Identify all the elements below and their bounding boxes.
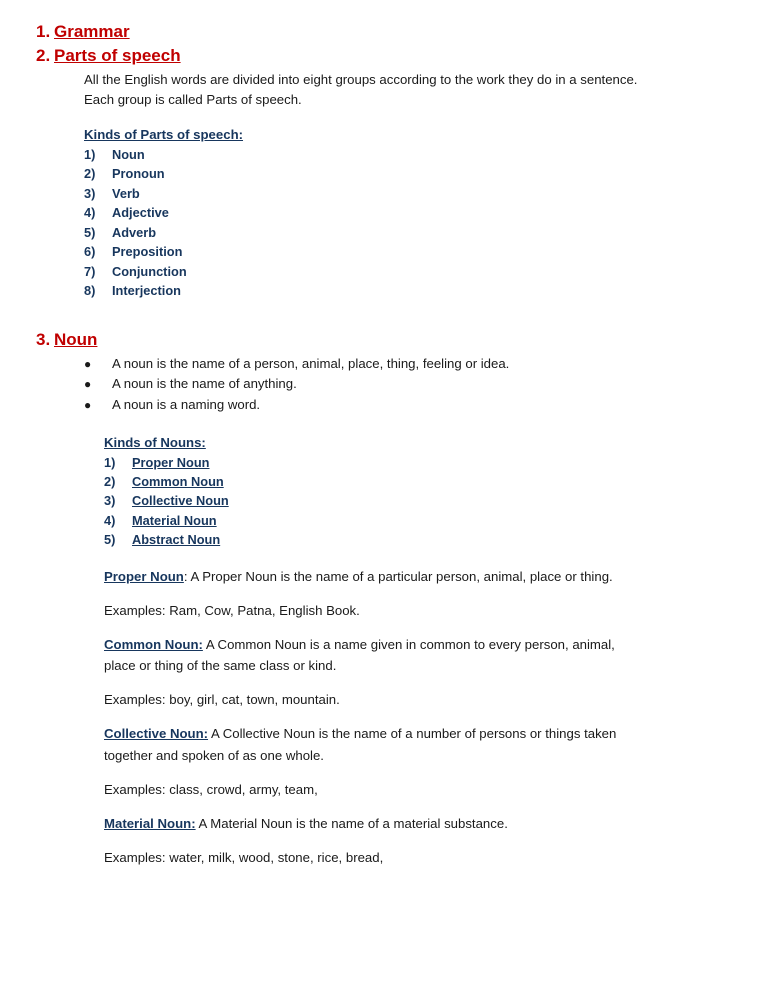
spacer <box>28 766 705 779</box>
definition-body: A Material Noun is the name of a material substance. <box>195 815 508 831</box>
section-number: 3. <box>36 330 51 350</box>
spacer <box>28 676 705 689</box>
list-item-label: Common Noun <box>132 474 224 490</box>
list-item-label: Adjective <box>112 205 169 221</box>
examples-common-noun: Examples: boy, girl, cat, town, mountain. <box>104 692 340 708</box>
list-item-label: Abstract Noun <box>132 532 221 548</box>
spacer <box>28 710 705 723</box>
list-item <box>104 453 705 472</box>
definition-term: Proper Noun <box>104 568 184 584</box>
spacer <box>28 587 705 600</box>
list-item <box>84 203 705 222</box>
section-title: Grammar <box>54 22 130 41</box>
list-marker: 3) <box>104 493 116 509</box>
noun-definition-bullets <box>28 354 705 414</box>
spacer <box>28 415 705 435</box>
list-item <box>84 395 705 415</box>
kinds-of-nouns-label: Kinds of Nouns: <box>104 434 206 450</box>
list-item-label: Proper Noun <box>132 454 210 470</box>
list-marker: 4) <box>84 205 96 221</box>
list-marker: 4) <box>104 512 116 528</box>
list-item <box>104 472 705 491</box>
list-item-label: Noun <box>112 146 145 162</box>
definition-body: A Common Noun is a name given in common to every person, animal, place or thing of the same class or kind. <box>104 637 615 674</box>
list-item <box>84 262 705 281</box>
spacer <box>28 111 705 127</box>
definition-proper-noun <box>28 566 705 587</box>
list-item-label: Interjection <box>112 282 181 298</box>
section-number: 2. <box>36 46 51 65</box>
list-item-label: Conjunction <box>112 263 187 279</box>
list-item <box>84 223 705 242</box>
section-heading-noun <box>28 330 705 350</box>
list-marker: 2) <box>104 474 116 490</box>
definition-term: Common Noun: <box>104 637 203 653</box>
list-marker: 6) <box>84 244 96 260</box>
bullet-text: A noun is a naming word. <box>112 396 261 412</box>
bullet-text: A noun is the name of anything. <box>112 376 297 392</box>
list-marker: 2) <box>84 166 96 182</box>
spacer <box>28 834 705 847</box>
section-title: Parts of speech <box>54 46 181 65</box>
list-item-label: Adverb <box>112 224 157 240</box>
list-item <box>104 511 705 530</box>
list-item <box>84 164 705 183</box>
bullet-text: A noun is the name of a person, animal, place, thing, feeling or idea. <box>112 356 510 372</box>
section-heading-parts-of-speech <box>28 46 705 66</box>
kinds-of-parts-of-speech-label: Kinds of Parts of speech: <box>84 126 244 142</box>
list-marker: 1) <box>104 454 116 470</box>
definition-material-noun <box>28 813 705 834</box>
definition-term: Collective Noun: <box>104 726 209 742</box>
list-item <box>104 491 705 510</box>
list-item-label: Collective Noun <box>132 493 229 509</box>
list-marker: 7) <box>84 263 96 279</box>
list-item <box>84 281 705 300</box>
bullet-icon: ● <box>84 377 92 392</box>
kinds-of-parts-of-speech-list <box>28 145 705 301</box>
examples-material-noun: Examples: water, milk, wood, stone, rice, bread, <box>104 849 384 865</box>
definition-term: Material Noun: <box>104 815 196 831</box>
definition-common-noun <box>28 634 705 676</box>
list-item <box>84 145 705 164</box>
list-marker: 5) <box>104 532 116 548</box>
list-marker: 3) <box>84 185 96 201</box>
parts-of-speech-intro: All the English words are divided into eight groups according to the work they do in a sentence. Each group is called Parts of speech. <box>84 72 638 108</box>
section-number: 1. <box>36 22 51 41</box>
list-item <box>84 374 705 394</box>
definition-collective-noun <box>28 723 705 765</box>
list-item <box>84 354 705 374</box>
section-heading-grammar <box>28 22 705 42</box>
bullet-icon: ● <box>84 397 92 412</box>
examples-collective-noun: Examples: class, crowd, army, team, <box>104 781 318 797</box>
list-item <box>104 530 705 549</box>
kinds-of-nouns-list <box>28 453 705 550</box>
list-item-label: Verb <box>112 185 140 201</box>
list-item-label: Preposition <box>112 244 183 260</box>
spacer <box>28 800 705 813</box>
list-item-label: Pronoun <box>112 166 165 182</box>
examples-proper-noun: Examples: Ram, Cow, Patna, English Book. <box>104 602 360 618</box>
list-item-label: Material Noun <box>132 512 217 528</box>
list-marker: 8) <box>84 282 96 298</box>
spacer <box>28 621 705 634</box>
list-item <box>84 242 705 261</box>
definition-body: : A Proper Noun is the name of a particular person, animal, place or thing. <box>183 568 613 584</box>
list-marker: 1) <box>84 146 96 162</box>
section-title: Noun <box>54 330 98 350</box>
list-item <box>84 184 705 203</box>
spacer <box>28 550 705 566</box>
list-marker: 5) <box>84 224 96 240</box>
definition-body: A Collective Noun is the name of a number of persons or things taken together and spoken of as one whole. <box>104 726 617 763</box>
bullet-icon: ● <box>84 357 92 372</box>
